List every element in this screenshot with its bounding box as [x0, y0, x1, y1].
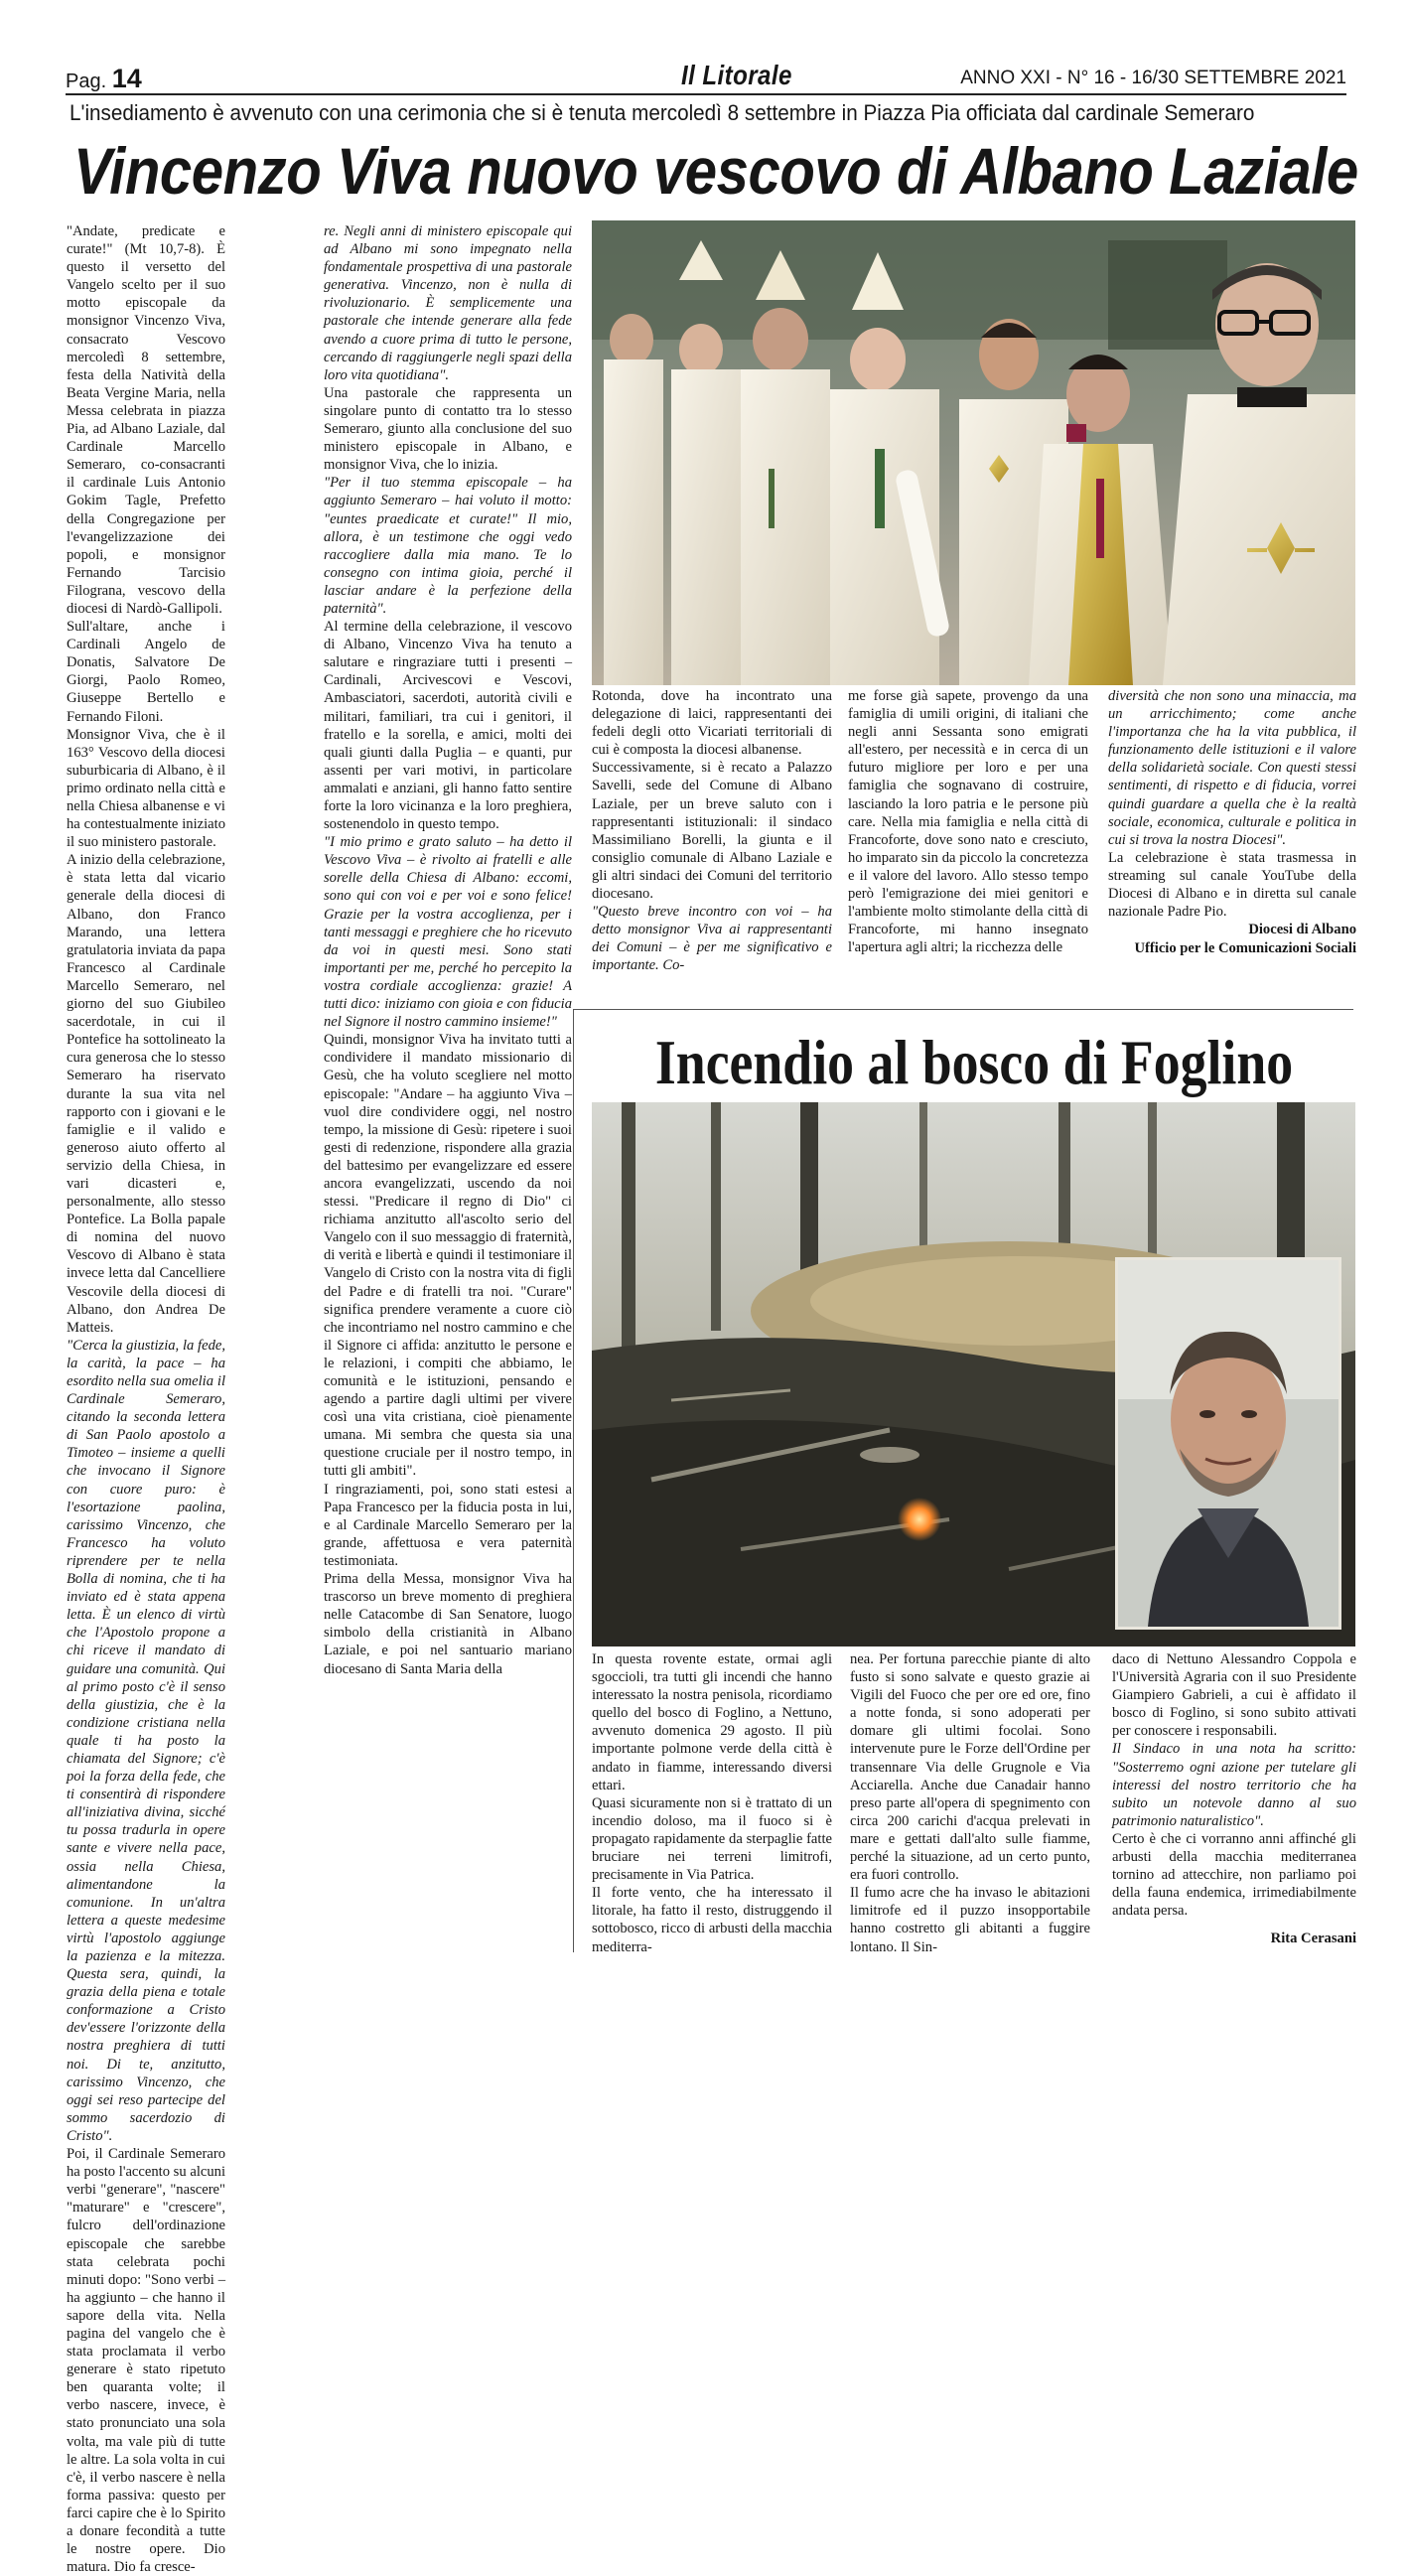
paragraph: "Questo breve incontro con voi – ha detto monsignor Viva ai rappresentanti dei Comuni – è per me significativo e importante. Co- — [592, 904, 832, 974]
article1-col1 — [67, 222, 225, 2576]
article2-col2 — [850, 1650, 1090, 1955]
divider — [573, 1009, 574, 1952]
paragraph: Sull'altare, anche i Cardinali Angelo de Donatis, Salvatore De Giorgi, Paolo Romeo, Giuseppe Bertello e Fernando Filoni. — [67, 619, 225, 725]
ceremony-photo — [592, 220, 1355, 685]
paragraph: I ringraziamenti, poi, sono stati estesi a Papa Francesco per la fiducia posta in lui, e al Cardinale Marcello Semeraro per la grande, affettuosa e vera paternità testimoniata. — [324, 1481, 572, 1569]
article-headline: Vincenzo Viva nuovo vescovo di Albano Laziale — [73, 134, 1358, 208]
paragraph: Quasi sicuramente non si è trattato di un incendio doloso, ma il fuoco si è propagato rapidamente da sterpaglie fatte bruciare nei terreni limitrofi, precisamente in Via Patrica. — [592, 1794, 832, 1884]
divider — [573, 1009, 1353, 1010]
article1-col5 — [1108, 687, 1356, 1003]
paragraph: Certo è che ci vorranno anni affinché gli arbusti della macchia mediterranea tornino ad attecchire, non parliamo poi della fauna endemica, irrimediabilmente andata persa. — [1112, 1830, 1356, 1920]
signature: Rita Cerasani — [1270, 1931, 1356, 1947]
paragraph: La celebrazione è stata trasmessa in streaming sul canale YouTube della Diocesi di Albano e in diretta sul canale nazionale Padre Pio. — [1108, 849, 1356, 921]
paragraph: Poi, il Cardinale Semeraro ha posto l'accento su alcuni verbi "generare", "nascere" "maturare" e "crescere", fulcro dell'ordinazione episcopale che sarebbe stata celebrata pochi minuti dopo: "Sono verbi – ha aggiunto – che hanno il sapore della vita. Nella pagina del vangelo che è stata proclamata il verbo generare è stato ripetuto ben quaranta volte; il verbo nascere, invece, è stato pronunciato una sola volta, ma vale più di tutte le altre. La sola volta in cui c'è, il verbo nascere è nella forma passiva: questo per farci capire che è lo Spirito a donare fecondità a tutte le nostre opere. Dio matura. Dio fa cresce- — [67, 2146, 225, 2576]
paragraph: "Andate, predicate e curate!" (Mt 10,7-8). È questo il versetto del Vangelo scelto per il suo motto episcopale da monsignor Vincenzo Viva, consacrato Vescovo mercoledì 8 settembre, festa della Natività della Beata Vergine Maria, nella Messa celebrata in piazza Pia, ad Albano Laziale, dal Cardinale Marcello Semeraro, co-consacranti il cardinale Luis Antonio Gokim Tagle, Prefetto della Congregazione per l'evangelizzazione dei popoli, e monsignor Fernando Tarcisio Filograna, vescovo della diocesi di Nardò-Gallipoli. — [67, 223, 225, 617]
burnt-forest-photo — [592, 1102, 1355, 1646]
paragraph: "I mio primo e grato saluto – ha detto il Vescovo Viva – è rivolto ai fratelli e alle sorelle della Chiesa di Albano: eccomi, sono qui con voi e per voi e sono felice! Grazie per la vostra accoglienza, per i tanti messaggi e preghiere che ho ricevuto da voi in questi mesi. Sono stati importanti per me, perché ho percepito la vostra cordiale accoglienza: grazie! A tutti dico: iniziamo con gioia e con fiducia nel Signore il nostro cammino insieme!" — [324, 834, 572, 1031]
paragraph: Il fumo acre che ha invaso le abitazioni limitrofe ed il puzzo insopportabile hanno costretto gli abitanti a fuggire lontano. Il Sin- — [850, 1885, 1090, 1955]
article1-col3 — [592, 687, 832, 1003]
article-kicker: L'insediamento è avvenuto con una cerimonia che si è tenuta mercoledì 8 settembre in Piazza Pia officiata dal cardinale Semeraro — [70, 100, 1255, 125]
ceremony-photo-image — [592, 220, 1355, 685]
article1-col2 — [324, 222, 572, 1948]
paragraph: "Cerca la giustizia, la fede, la carità, la pace – ha esordito nella sua omelia il Cardinale Semeraro, citando la seconda lettera di San Paolo apostolo a Timoteo – insieme a quelli che invocano il Signore con cuore puro: è l'esortazione paolina, carissimo Vincenzo, che Francesco ha voluto riprendere per te nella Bolla di nomina, che ti ha inviato ed è stata appena letta. È un elenco di virtù che l'Apostolo propone a chi riceve il mandato di guidare una comunità. Qui al primo posto c'è il senso della giustizia, che è la condizione cristiana nella quale ti ha posto la chiamata del Signore; c'è poi la forza della fede, che ti consentirà di rispondere all'iniziativa divina, sicché tu possa tradurla in opere sante e vivere nella pace, ossia nella Chiesa, alimentandone la comunione. In un'altra lettera a queste medesime virtù l'apostolo aggiunge la pazienza e la mitezza. Questa sera, quindi, la grazia della piena e totale conformazione a Cristo dev'essere l'orizzonte della nostra preghiera di tutti noi. Di te, anzitutto, carissimo Vincenzo, che oggi sei reso partecipe del sommo sacerdozio di Cristo". — [67, 1337, 225, 2144]
issue-info: ANNO XXI - N° 16 - 16/30 SETTEMBRE 2021 — [960, 68, 1346, 88]
paragraph: re. Negli anni di ministero episcopale qui ad Albano mi sono impegnato nella fondamentale prospettiva di una pastorale generativa. Vincenzo, non è nulla di rivoluzionario. È semplicemente una pastorale che intende generare alla fede avendo a cuore prima di tutto le persone, cercando di raggiungerle negli spazi della loro vita quotidiana". — [324, 223, 572, 383]
paragraph: Il forte vento, che ha interessato il litorale, ha fatto il resto, distruggendo il sottobosco, ricco di arbusti della macchia mediterra- — [592, 1885, 832, 1955]
paragraph: Rotonda, dove ha incontrato una delegazione di laici, rappresentanti dei fedeli degli otto Vicariati territoriali di cui è composta la diocesi albanense. — [592, 688, 832, 759]
page-number-value: 14 — [111, 64, 142, 93]
paragraph: In questa rovente estate, ormai agli sgoccioli, tra tutti gli incendi che hanno interessato la nostra penisola, ricordiamo quello del bosco di Foglino, a Nettuno, avvenuto domenica 29 agosto. Il più importante polmone verde della città è andato in fiamme, interessando diversi ettari. — [592, 1651, 832, 1793]
page-label: Pag. — [66, 71, 107, 92]
paragraph: me forse già sapete, provengo da una famiglia di umili origini, di italiani che negli anni Sessanta sono emigrati all'estero, per necessità e in cerca di un futuro migliore per loro e per una famiglia che sognavano di costruire, lasciando la loro patria e le persone più care. Nella mia famiglia e nella città di Francoforte, dove sono nato e cresciuto, ho imparato sin da piccolo la concretezza e il valore del lavoro. Allo stesso tempo però l'emigrazione dei miei genitori e l'ambiente molto stimolante della città di Francoforte, mi hanno insegnato l'apertura agli altri; la ricchezza delle — [848, 688, 1088, 956]
article2-col1 — [592, 1650, 832, 1955]
signature: Ufficio per le Comunicazioni Sociali — [1134, 939, 1356, 956]
paragraph: A inizio della celebrazione, è stata letta dal vicario generale della diocesi di Albano, don Franco Marando, una lettera gratulatoria inviata da papa Francesco al Cardinale Marcello Semeraro, nel giorno del suo Giubileo sacerdotale, in cui il Pontefice ha sottolineato la cura generosa che lo stesso Semeraro ha riservato durante la sua vita nel rapporto con i giovani e le famiglie e il valido e generoso aiuto offerto al servizio della Chiesa, in vari dicasteri e, personalmente, allo stesso Pontefice. La Bolla papale di nomina del nuovo Vescovo di Albano è stata invece letta dal Cancelliere Vescovile della diocesi di Albano, don Andrea De Matteis. — [67, 852, 225, 1336]
paragraph: Quindi, monsignor Viva ha invitato tutti a condividere il mandato missionario di Gesù, che ha voluto scegliere nel motto episcopale: "Andare – ha aggiunto Viva – vuol dire condividere oggi, nel nostro tempo, la missione di Gesù: ripetere i suoi gesti di redenzione, rispondere alla grazia del battesimo per evangelizzare ed essere ancora evangelizzati, uscendo da noi stessi. "Predicare il regno di Dio" ci richiama anzitutto all'ascolto serio del Vangelo con il suo messaggio di fraternità, di verità e libertà e quindi il testimoniare il Vangelo di Cristo con la nostra vita di figli del Padre e di fratelli tra noi. "Curare" significa prendere veramente a cuore ciò che incontriamo nel nostro cammino e che il Signore ci affida: anzitutto le persone e le relazioni, i compiti che abbiamo, le comunità e le istituzioni, pensando e agendo a partire dagli ultimi per vivere così una vita cristiana, cioè pienamente umana. Mi sembra che questa sia una questione cruciale per il nostro tempo, in tutti gli ambiti". — [324, 1032, 572, 1480]
signature: Diocesi di Albano — [1248, 922, 1356, 938]
paragraph: Al termine della celebrazione, il vescovo di Albano, Vincenzo Viva ha tenuto a salutare e ringraziare tutti i presenti – Cardinali, Arcivescovi e Vescovi, Ambasciatori, sacerdoti, autorità civili e militari, familiari, tra cui i genitori, il fratello e la sorella, e amici, molti dei quali giunti dalla Puglia – e quanti, pur assenti per vari motivi, in particolare ammalati e anziani, gli hanno fatto sentire forte la loro vicinanza e la loro preghiera, sostenendolo in questo tempo. — [324, 619, 572, 833]
paragraph: Successivamente, si è recato a Palazzo Savelli, sede del Comune di Albano Laziale, per un breve saluto con i rappresentanti istituzionali: il sindaco Massimiliano Borelli, la giunta e il consiglio comunale di Albano Laziale e gli altri sindaci dei Comuni del territorio diocesano. — [592, 760, 832, 903]
paragraph: Monsignor Viva, che è il 163° Vescovo della diocesi suburbicaria di Albano, è il primo ordinato nella città e nella Chiesa albanense e vi ha contestualmente iniziato il suo ministero pastorale. — [67, 726, 225, 851]
paragraph: Prima della Messa, monsignor Viva ha trascorso un breve momento di preghiera nelle Catacombe di San Senatore, luogo simbolo della cristianità in Albano Laziale, e poi nel santuario mariano diocesano di Santa Maria della — [324, 1571, 572, 1677]
paragraph: Una pastorale che rappresenta un singolare punto di contatto tra lo stesso Semeraro, giunto alla conclusione del suo ministero episcopale in Albano, e monsignor Viva, che lo inizia. — [324, 384, 572, 474]
article2-headline: Incendio al bosco di Foglino — [654, 1027, 1294, 1097]
article1-col4 — [848, 687, 1088, 1003]
paragraph: nea. Per fortuna parecchie piante di alto fusto si sono salvate e questo grazie ai Vigili del Fuoco che per ore ed ore, fino a notte fonda, si sono adoperati per domare gli ultimi focolai. Sono intervenute pure le Forze dell'Ordine per transennare Via delle Grugnole e Via Acciarella. Anche due Canadair hanno preso parte all'opera di spegnimento con circa 200 carichi d'acqua prelevati in mare e gettati dall'alto sulle fiamme, perché la situazione, ad un certo punto, era fuori controllo. — [850, 1651, 1090, 1884]
page-number — [66, 64, 142, 94]
article2-col3 — [1112, 1650, 1356, 1948]
masthead — [66, 60, 1346, 95]
portrait-photo — [1115, 1257, 1341, 1630]
paragraph: "Per il tuo stemma episcopale – ha aggiunto Semeraro – hai voluto il motto: "euntes praedicate et curate!" Il mio, allora, è un testimone che oggi vedo raccogliere dalla mia mano. Te lo consegno con intima gioia, perché il lasciar andare è la perfezione della paternità". — [324, 475, 572, 617]
paragraph: Il Sindaco in una nota ha scritto: "Sosterremo ogni azione per tutelare gli interessi del nostro territorio che ha subito un notevole danno al suo patrimonio naturalistico". — [1112, 1741, 1356, 1829]
paragraph: diversità che non sono una minaccia, ma un arricchimento; come anche l'importanza che ha la vita pubblica, il funzionamento delle istituzioni e il valore della solidarietà sociale. Con questi stessi sentimenti, di rispetto e di fiducia, vorrei quindi guardare a quella che è la realtà sociale, economica, culturale e politica in cui si trova la nostra Diocesi". — [1108, 688, 1356, 848]
paragraph: daco di Nettuno Alessandro Coppola e l'Università Agraria con il suo Presidente Giampiero Gabrieli, a cui è affidato il bosco di Foglino, si sono subito attivati per conoscere i responsabili. — [1112, 1651, 1356, 1740]
newspaper-title: Il Litorale — [681, 60, 792, 90]
portrait-image — [1118, 1260, 1339, 1627]
